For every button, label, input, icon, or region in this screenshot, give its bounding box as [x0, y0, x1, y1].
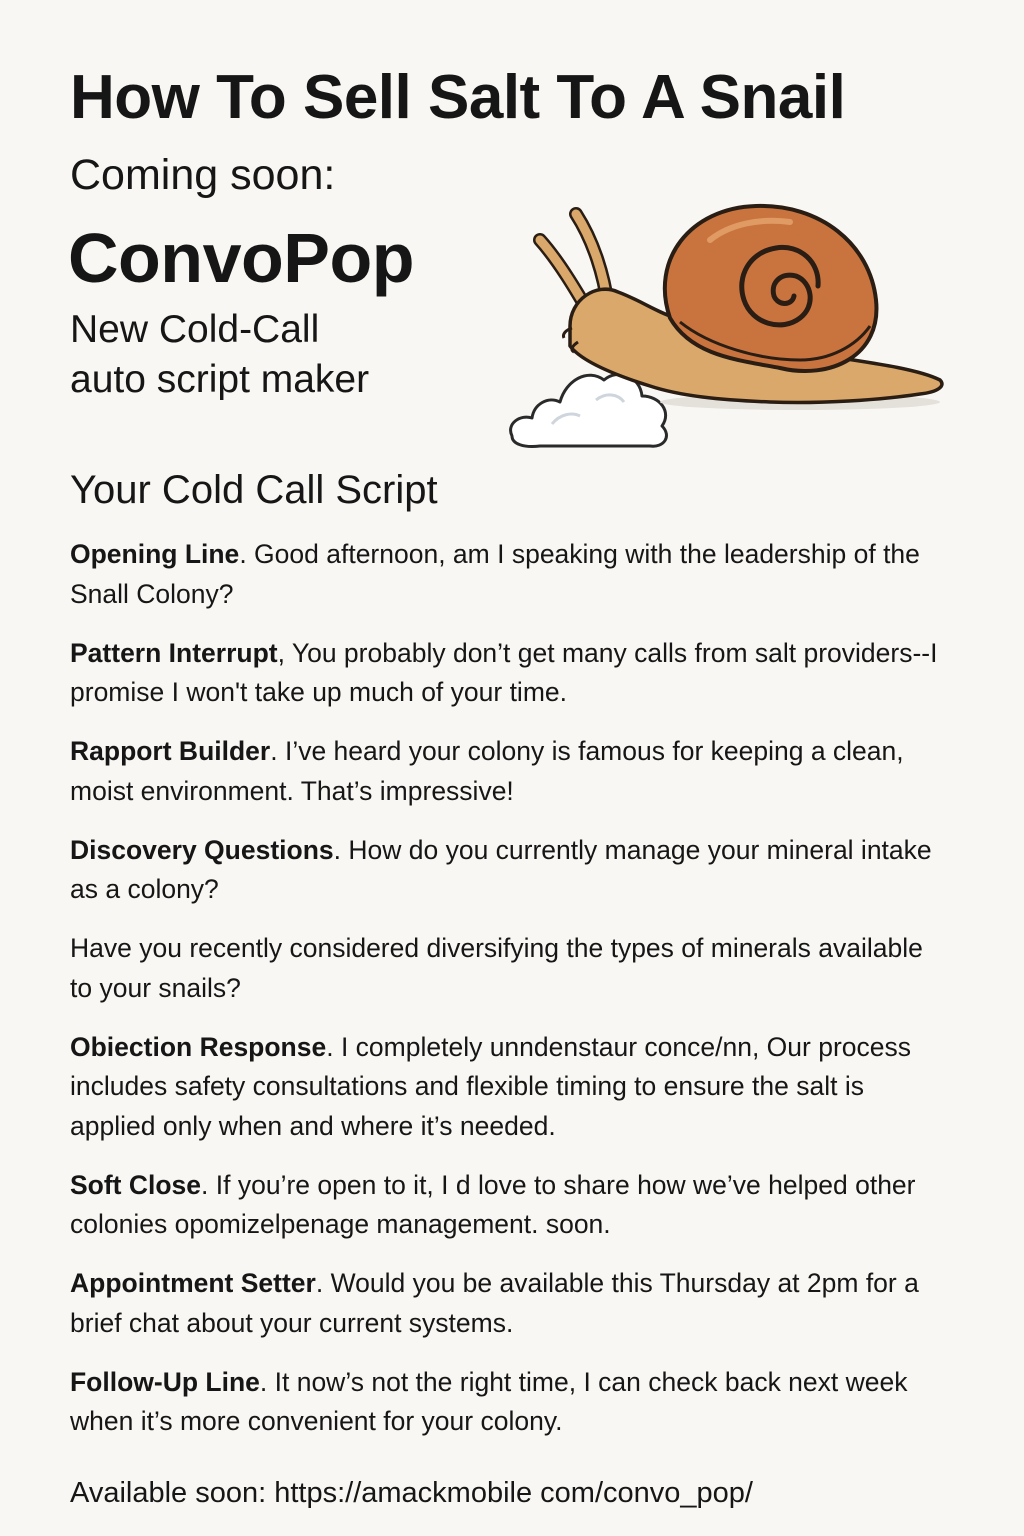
script-item-text: . I completely unndenstaur conce/nn, Our process includes safety consultations and flexible timing to ensure the salt is applied only when and where it’s needed.	[70, 1031, 912, 1141]
availability-footer: Available soon: https://amackmobile com/convo_pop/	[70, 1477, 753, 1509]
script-item-text: . How do you currently manage your mineral intake as a colony?	[70, 834, 932, 904]
brand-name: ConvoPop	[68, 219, 414, 297]
snail-illustration	[500, 200, 960, 460]
script-item-label: Appointment Setter	[70, 1268, 316, 1298]
script-list	[70, 535, 950, 1461]
script-item-rapport-builder	[70, 732, 950, 811]
script-item-label: Rapport Builder	[70, 736, 271, 766]
script-item-label: Follow-Up Line	[70, 1366, 260, 1397]
coming-soon-label: Coming soon:	[70, 151, 336, 199]
script-item-label: Obiection Response	[70, 1031, 327, 1062]
script-item-text: . If you’re open to it, I d love to share how we’ve helped other colonies opomizelpenage management. soon.	[70, 1169, 916, 1239]
script-item-discovery-questions	[70, 831, 950, 910]
script-item-label: Discovery Questions	[70, 834, 334, 865]
tagline-line-1: New Cold-Call	[70, 308, 320, 351]
script-item-pattern-interrupt	[70, 634, 950, 713]
script-item-text: , You probably don’t get many calls from salt providers--I promise I won't take up much of your time.	[70, 637, 938, 707]
script-item-label: Pattern Interrupt	[70, 637, 278, 668]
page-title: How To Sell Salt To A Snail	[70, 63, 846, 132]
tagline	[70, 305, 490, 405]
tagline-line-2: auto script maker	[70, 358, 370, 401]
script-item-objection-response	[70, 1028, 950, 1147]
script-section-title: Your Cold Call Script	[70, 468, 438, 512]
script-item-label: Soft Close	[70, 1169, 202, 1200]
script-item-text: . Good afternoon, am I speaking with the leadership of the Snall Colony?	[70, 539, 920, 609]
script-item-appointment-setter	[70, 1264, 950, 1343]
script-item-text: Have you recently considered diversifying the types of minerals available to your snails?	[70, 933, 923, 1003]
script-item-text: . I’ve heard your colony is famous for keeping a clean, moist environment. That’s impressive!	[70, 736, 904, 806]
script-item-text: . Would you be available this Thursday at 2pm for a brief chat about your current systems.	[70, 1268, 919, 1338]
script-item-follow-up-line	[70, 1363, 950, 1442]
script-item-soft-close	[70, 1166, 950, 1245]
script-item-discovery-followup	[70, 929, 950, 1008]
script-item-label: Opening Line	[70, 539, 240, 569]
script-item-opening-line	[70, 535, 950, 614]
script-item-text: . It now’s not the right time, I can check back next week when it’s more convenient for your colony.	[70, 1366, 908, 1436]
snail-shell	[665, 206, 877, 371]
